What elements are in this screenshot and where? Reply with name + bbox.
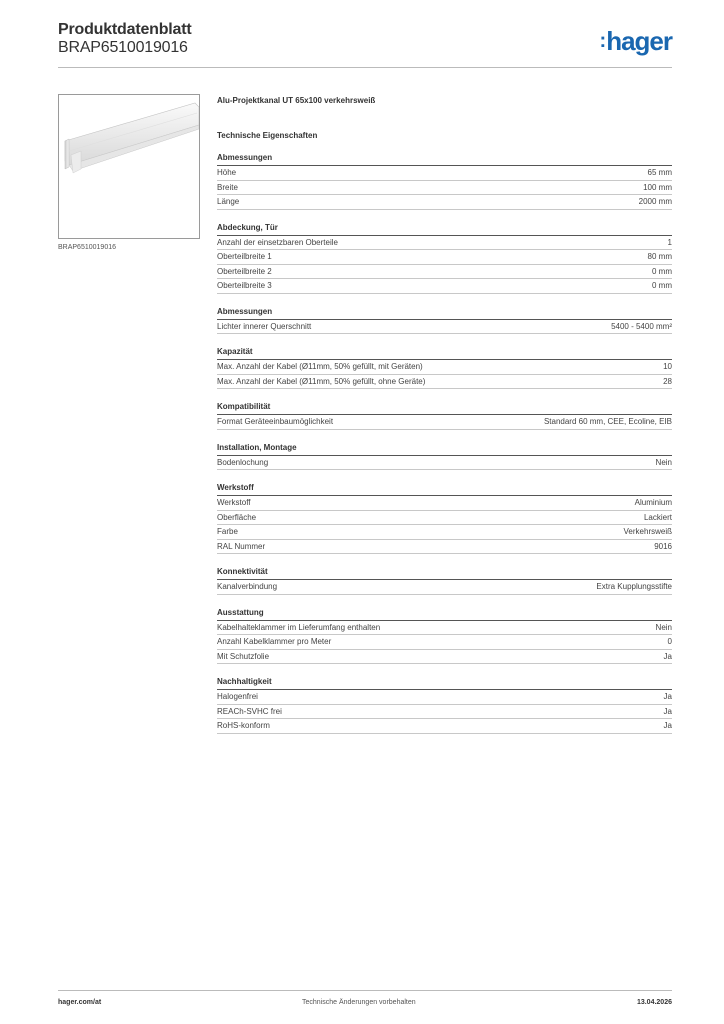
spec-row <box>217 525 672 540</box>
technical-properties-heading: Technische Eigenschaften <box>217 131 318 140</box>
spec-section <box>217 608 672 665</box>
spec-value: 0 mm <box>652 266 672 276</box>
spec-row <box>217 181 672 196</box>
spec-label: REACh-SVHC frei <box>217 706 282 716</box>
spec-label: Lichter innerer Querschnitt <box>217 321 312 331</box>
section-title: Abmessungen <box>217 307 672 320</box>
spec-row <box>217 250 672 265</box>
logo-dots-icon: : <box>599 30 606 52</box>
spec-row <box>217 279 672 294</box>
specifications <box>217 96 672 734</box>
spec-row <box>217 496 672 511</box>
spec-label: RAL Nummer <box>217 541 266 551</box>
spec-row <box>217 690 672 705</box>
spec-section <box>217 567 672 595</box>
spec-value: 9016 <box>654 541 672 551</box>
product-image <box>58 94 200 239</box>
spec-value: 0 mm <box>652 281 672 290</box>
spec-label: Bodenlochung <box>217 457 269 467</box>
spec-value: 0 <box>667 637 672 646</box>
spec-value: 2000 mm <box>638 197 672 206</box>
spec-value: Lackiert <box>643 512 672 522</box>
section-title: Werkstoff <box>217 483 672 496</box>
spec-sections <box>217 153 672 734</box>
spec-value: 28 <box>663 376 672 386</box>
spec-label: Werkstoff <box>217 498 251 507</box>
section-title: Abmessungen <box>217 153 672 166</box>
spec-value: Nein <box>655 622 672 632</box>
spec-row <box>217 265 672 280</box>
spec-row <box>217 456 672 471</box>
section-title: Installation, Montage <box>217 443 672 456</box>
spec-section <box>217 153 672 210</box>
spec-label: Breite <box>217 182 238 192</box>
spec-label: Oberteilbreite 3 <box>217 281 272 290</box>
spec-section <box>217 677 672 734</box>
spec-value: Ja <box>663 692 672 701</box>
spec-row <box>217 580 672 595</box>
spec-label: Max. Anzahl der Kabel (Ø11mm, 50% gefüllt, mit Geräten) <box>217 362 423 371</box>
page-title: Produktdatenblatt <box>58 21 192 38</box>
spec-value: Ja <box>663 651 672 661</box>
spec-row <box>217 320 672 335</box>
footer-notice: Technische Änderungen vorbehalten <box>302 999 416 1006</box>
spec-label: Oberfläche <box>217 512 257 522</box>
spec-row <box>217 195 672 210</box>
hager-logo <box>600 26 672 57</box>
spec-row <box>217 415 672 430</box>
spec-value: Ja <box>663 706 672 716</box>
spec-label: Anzahl Kabelklammer pro Meter <box>217 637 332 646</box>
spec-value: Standard 60 mm, CEE, Ecoline, EIB <box>543 417 672 426</box>
header-divider <box>58 67 672 68</box>
spec-row <box>217 540 672 555</box>
spec-row <box>217 650 672 665</box>
spec-label: Mit Schutzfolie <box>217 651 270 661</box>
spec-row <box>217 375 672 390</box>
spec-row <box>217 635 672 650</box>
spec-label: Halogenfrei <box>217 692 258 701</box>
section-title: Nachhaltigkeit <box>217 677 672 690</box>
spec-value: Verkehrsweiß <box>623 527 672 536</box>
spec-section <box>217 483 672 554</box>
spec-section <box>217 347 672 389</box>
spec-row <box>217 719 672 734</box>
spec-value: Extra Kupplungsstifte <box>596 582 672 591</box>
spec-row <box>217 705 672 720</box>
spec-row <box>217 621 672 636</box>
spec-label: Anzahl der einsetzbaren Oberteile <box>217 237 338 247</box>
footer-divider <box>58 990 672 991</box>
spec-label: Höhe <box>217 168 237 177</box>
section-title: Kompatibilität <box>217 402 672 415</box>
spec-row <box>217 166 672 181</box>
spec-value: Nein <box>655 457 672 467</box>
spec-label: Länge <box>217 197 240 206</box>
spec-section <box>217 223 672 294</box>
spec-section <box>217 402 672 430</box>
footer-date: 13.04.2026 <box>636 999 672 1006</box>
article-number: BRAP6510019016 <box>58 39 188 56</box>
spec-row <box>217 360 672 375</box>
spec-value: 10 <box>663 362 672 371</box>
spec-label: Format Geräteeinbaumöglichkeit <box>217 417 334 426</box>
spec-label: RoHS-konform <box>217 721 270 730</box>
section-title: Ausstattung <box>217 608 672 621</box>
spec-section <box>217 307 672 335</box>
spec-row <box>217 236 672 251</box>
spec-label: Oberteilbreite 2 <box>217 266 272 276</box>
spec-label: Oberteilbreite 1 <box>217 252 272 261</box>
spec-value: 1 <box>667 237 672 247</box>
cable-duct-illustration <box>59 95 199 238</box>
spec-value: Ja <box>663 721 672 730</box>
spec-label: Kanalverbindung <box>217 582 278 591</box>
spec-label: Farbe <box>217 527 238 536</box>
product-name: Alu-Projektkanal UT 65x100 verkehrsweiß <box>217 96 376 105</box>
footer-website: hager.com/at <box>58 999 102 1006</box>
spec-value: 65 mm <box>647 168 672 177</box>
spec-value: 80 mm <box>647 252 672 261</box>
spec-value: Aluminium <box>634 498 672 507</box>
section-title: Konnektivität <box>217 567 672 580</box>
image-caption: BRAP6510019016 <box>58 244 116 251</box>
spec-section <box>217 443 672 471</box>
spec-label: Max. Anzahl der Kabel (Ø11mm, 50% gefüllt, ohne Geräte) <box>217 376 426 386</box>
spec-value: 100 mm <box>643 182 672 192</box>
spec-row <box>217 511 672 526</box>
section-title: Abdeckung, Tür <box>217 223 672 236</box>
section-title: Kapazität <box>217 347 672 360</box>
spec-label: Kabelhalteklammer im Lieferumfang enthalten <box>217 622 381 632</box>
logo-text: hager <box>606 26 672 56</box>
spec-value: 5400 - 5400 mm² <box>611 321 672 331</box>
